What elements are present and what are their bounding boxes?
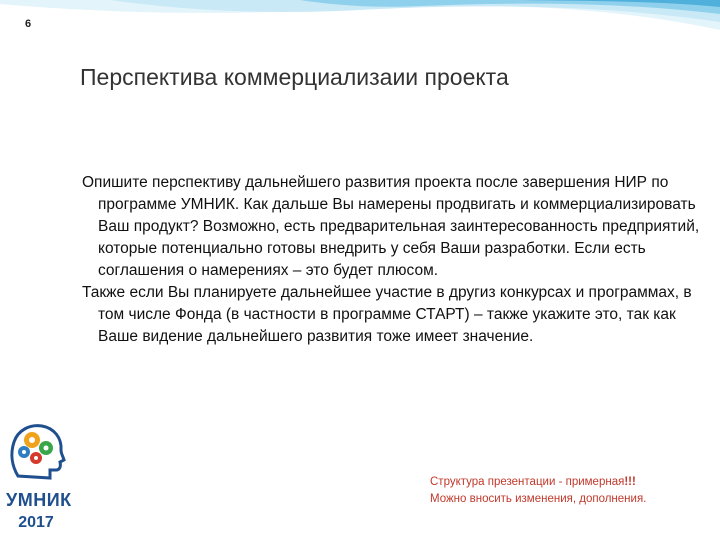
header-wave-decoration [0,0,720,60]
note-line-1-text: Структура презентации - примерная [430,476,625,488]
slide-body [82,172,707,348]
page-title: Перспектива коммерциализаии проекта [80,64,509,90]
head-with-gears-icon [6,418,66,488]
note-line-2: Можно вносить изменения, дополнения. [430,493,647,505]
note-line-1-emphasis: !!! [624,476,636,488]
logo-name: УМНИК [6,490,72,510]
logo-year: 2017 [18,514,54,531]
slide-number: 6 [25,18,32,30]
note-line-1 [430,474,646,491]
structure-note [430,474,646,508]
umnik-logo [6,418,72,538]
body-paragraph-2: Также если Вы планируете дальнейшее участие в другиз конкурсах и программах, в том числе Фонда (в частности в программе СТАРТ) – также укажите это, так как Ваше видение дальнейшего развития тоже имеет значение. [82,284,692,345]
body-paragraph-1: Опишите перспективу дальнейшего развития проекта после завершения НИР по программе УМНИК. Как дальше Вы намерены продвигать и коммерциализировать Ваш продукт? Возможно, есть предварительная заинтересованность предприятий, которые потенциально готовы внедрить у себя Ваши разработки. Если есть соглашения о намерениях – это будет плюсом. [82,174,700,279]
